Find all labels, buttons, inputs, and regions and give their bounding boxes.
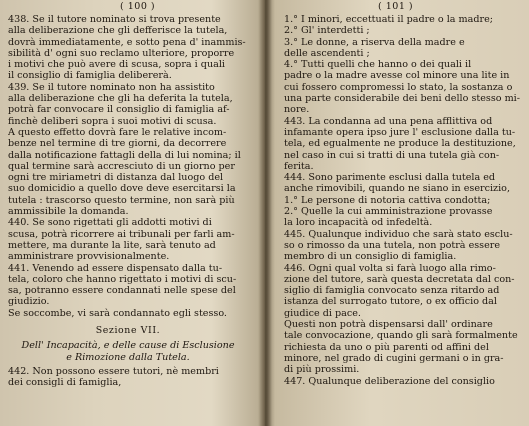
text-line: tale convocazione, quando gli sarà formalmente — [284, 330, 518, 342]
text-line: i motivi che può avere di scusa, sopra i quali — [8, 59, 225, 71]
text-line: nel caso in cui si tratti di una tutela già con- — [284, 149, 500, 161]
text-line: scusa, potrà ricorrere ai tribunali per farli am- — [8, 228, 235, 240]
text-line: 445. Qualunque individuo che sarà stato esclu- — [284, 228, 513, 240]
text-line: 1.° I minori, eccettuati il padre o la madre; — [284, 14, 494, 25]
text-line: richiesta da uno o più parenti od affini del — [284, 341, 489, 353]
left-page-number: ( 100 ) — [120, 1, 156, 12]
text-line: alla deliberazione che gli defferisce la tutela, — [8, 25, 228, 37]
text-line: 1.° Le persone di notoria cattiva condotta; — [284, 194, 491, 206]
text-line: 3.° Le donne, a riserva della madre e — [284, 36, 465, 48]
text-line: 442. Non possono essere tutori, nè membri — [8, 365, 219, 377]
text-line: 441. Venendo ad essere dispensato dalla tu- — [8, 262, 223, 274]
text-line: A questo effetto dovrà fare le relative incom- — [8, 126, 227, 138]
text-line: padre o la madre avesse col minore una lite in — [284, 70, 510, 82]
text-line: so o rimosso da una tutela, non potrà essere — [284, 239, 501, 251]
text-line: dalla notificazione fattagli della di lui nomina; il — [8, 149, 241, 161]
text-line: tela, coloro che hanno rigettato i motivi di scu- — [8, 273, 237, 285]
text-line: infamante opera ipso jure l' esclusione dalla tu- — [284, 126, 516, 138]
text-line: istanza del surrogato tutore, o ex officio dal — [284, 296, 497, 308]
text-line: 4.° Tutti quelli che hanno o dei quali il — [284, 59, 472, 71]
text-line: Questi non potrà dispensarsi dall' ordinare — [284, 319, 493, 331]
text-line: 439. Se il tutore nominato non ha assistito — [8, 81, 215, 93]
text-line: Dell' Incapacità, e delle cause di Esclusione — [21, 340, 235, 352]
text-line: di più prossimi. — [284, 364, 360, 376]
text-line: 446. Ogni qual volta si farà luogo alla rimo- — [284, 262, 496, 274]
text-line: ogni tre miriametri di distanza dal luogo del — [8, 172, 224, 184]
text-line: minore, nel grado di cugini germani o in gra- — [284, 352, 504, 364]
text-line: potrà far convocare il consiglio di famiglia af- — [8, 104, 230, 116]
text-line: 447. Qualunque deliberazione del consiglio — [284, 375, 495, 387]
text-line: mettere, ma durante la lite, sarà tenuto ad — [8, 239, 216, 251]
text-line: sa, potranno essere condannati nelle spese del — [8, 285, 236, 297]
right-page — [268, 0, 529, 426]
text-line: tela, ed egualmente ne produce la destituzione, — [284, 138, 516, 150]
text-line: sibilità d' ogni suo reclamo ulteriore, proporre — [8, 47, 235, 59]
right-page-number: ( 101 ) — [378, 1, 414, 12]
text-line: ammissibile la domanda. — [8, 206, 129, 218]
text-line: la loro incapacità od infedeltà. — [284, 217, 433, 229]
text-line: 2.° Quelle la cui amministrazione provasse — [284, 206, 493, 218]
text-line: benze nel termine di tre giorni, da decorrere — [8, 138, 227, 150]
text-line: membro di un consiglio di famiglia. — [284, 251, 457, 263]
left-page — [0, 0, 262, 426]
text-line: anche rimovibili, quando ne siano in esercizio, — [284, 183, 510, 195]
right-page-text — [284, 14, 522, 387]
text-line: alla deliberazione che gli ha deferita la tutela, — [8, 93, 233, 105]
text-line: qual termine sarà accresciuto di un giorno per — [8, 160, 235, 172]
text-line: cui fossero compromessi lo stato, la sostanza o — [284, 81, 513, 93]
text-line: dovrà immediatamente, e sotto pena d' inammis- — [8, 36, 246, 48]
text-line: giudizio. — [8, 296, 50, 308]
text-line: Se soccombe, vi sarà condannato egli stesso. — [8, 307, 227, 319]
text-line: zione del tutore, sarà questa decretata dal con- — [284, 273, 515, 285]
text-line: 438. Se il tutore nominato si trova presente — [8, 14, 221, 25]
text-line: amministrare provvisionalmente. — [8, 251, 170, 263]
text-line: siglio di famiglia convocato senza ritardo ad — [284, 285, 500, 297]
text-line: 443. La condanna ad una pena afflittiva od — [284, 115, 493, 127]
text-line: tutela : trascorso questo termine, non sarà più — [8, 194, 235, 206]
text-line: nore. — [284, 104, 310, 116]
text-line: suo domicidio a quello dove deve esercitarsi la — [8, 183, 236, 195]
text-line: Sezione VII. — [95, 325, 161, 337]
text-line: dei consigli di famiglia, — [8, 377, 122, 389]
text-line: ferita. — [284, 160, 314, 172]
text-line: giudice di pace. — [284, 307, 361, 319]
text-line: il consiglio di famiglia delibererà. — [8, 70, 172, 82]
text-line: e Rimozione dalla Tutela. — [66, 351, 190, 363]
text-line: delle ascendenti ; — [284, 47, 370, 59]
left-page-text — [8, 14, 248, 389]
text-line: finchè deliberi sopra i suoi motivi di scusa. — [8, 115, 217, 127]
text-line: 2.° Gl' interdetti ; — [284, 25, 370, 37]
text-line: 440. Se sono rigettati gli addotti motivi di — [8, 217, 212, 229]
text-line: 444. Sono parimente esclusi dalla tutela ed — [284, 172, 496, 184]
text-line: una parte considerabile dei beni dello stesso mi- — [284, 93, 520, 105]
